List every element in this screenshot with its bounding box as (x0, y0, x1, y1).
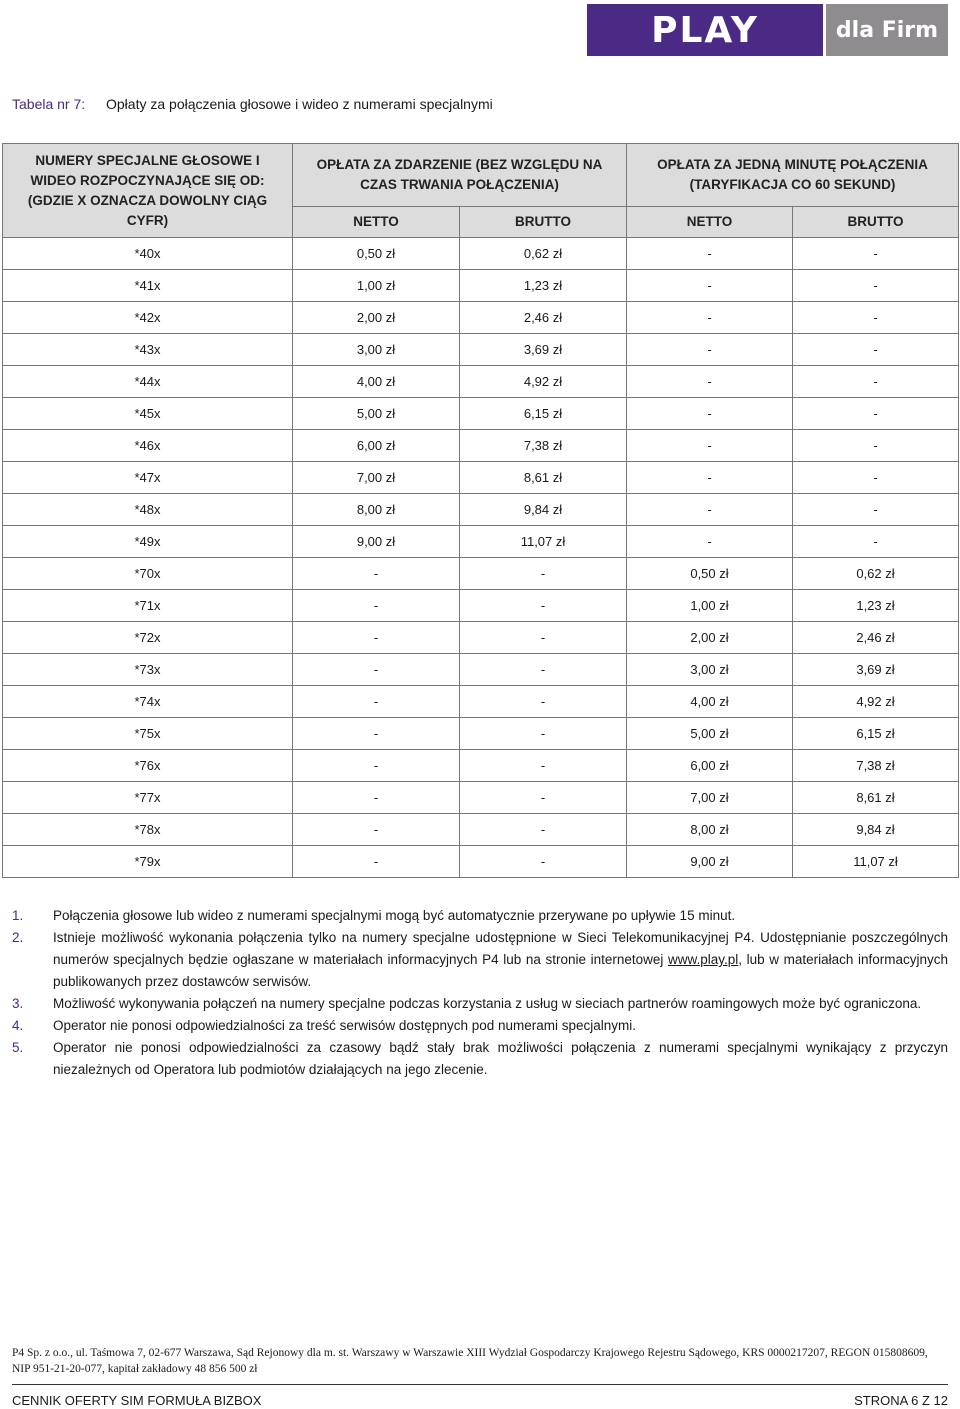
rates-table-body (3, 238, 959, 878)
number-prefix-cell: *42x (3, 302, 293, 334)
event-netto-cell: 6,00 zł (293, 430, 460, 462)
event-brutto-cell: 6,15 zł (460, 398, 627, 430)
event-brutto-cell: 7,38 zł (460, 430, 627, 462)
number-prefix-cell: *44x (3, 366, 293, 398)
number-prefix-cell: *75x (3, 718, 293, 750)
number-prefix-cell: *73x (3, 654, 293, 686)
minute-brutto-cell: - (793, 398, 959, 430)
table-row (3, 814, 959, 846)
header-netto: NETTO (627, 207, 793, 238)
minute-brutto-cell: - (793, 430, 959, 462)
minute-netto-cell: - (627, 366, 793, 398)
table-row (3, 846, 959, 878)
minute-brutto-cell: - (793, 494, 959, 526)
table-row (3, 302, 959, 334)
footnote-text-part: , lub w materiałach informacyjnych publikowanych przez dostawców serwisów. (53, 952, 948, 989)
event-brutto-cell: 9,84 zł (460, 494, 627, 526)
minute-netto-cell: 5,00 zł (627, 718, 793, 750)
event-netto-cell: 4,00 zł (293, 366, 460, 398)
rates-table (2, 143, 959, 878)
minute-netto-cell: 9,00 zł (627, 846, 793, 878)
legal-line: NIP 951-21-20-077, kapitał zakładowy 48 856 500 zł (12, 1363, 258, 1375)
number-prefix-cell: *43x (3, 334, 293, 366)
minute-netto-cell: 7,00 zł (627, 782, 793, 814)
event-brutto-cell: 1,23 zł (460, 270, 627, 302)
event-brutto-cell: - (460, 686, 627, 718)
footnotes (12, 905, 948, 1081)
number-prefix-cell: *48x (3, 494, 293, 526)
table-row (3, 526, 959, 558)
footnote-text: Operator nie ponosi odpowiedzialności za czasowy bądź stały brak możliwości połączenia z numerami specjalnymi wynikający z przyczyn niezależnych od Operatora lub podmiotów działających na jego zlecenie. (53, 1040, 948, 1077)
event-brutto-cell: - (460, 846, 627, 878)
header-per-event-fee: OPŁATA ZA ZDARZENIE (BEZ WZGLĘDU NA CZAS TRWANIA POŁĄCZENIA) (293, 144, 627, 207)
event-netto-cell: - (293, 750, 460, 782)
table-row (3, 334, 959, 366)
minute-brutto-cell: 8,61 zł (793, 782, 959, 814)
minute-brutto-cell: - (793, 302, 959, 334)
minute-brutto-cell: 7,38 zł (793, 750, 959, 782)
minute-netto-cell: - (627, 494, 793, 526)
footnote-text-part: Istnieje możliwość wykonania połączenia tylko na numery specjalne udostępnione w Sieci Telekomunikacyjnej P4. Udostępnianie poszczególnych numerów specjalnych będzie ogłaszane w materiałach informacyjnych P4 lub na stronie internetowej (53, 930, 948, 967)
number-prefix-cell: *45x (3, 398, 293, 430)
table-caption-label: Tabela nr 7: (12, 96, 86, 112)
table-row (3, 238, 959, 270)
event-brutto-cell: 8,61 zł (460, 462, 627, 494)
header-brutto: BRUTTO (460, 207, 627, 238)
number-prefix-cell: *74x (3, 686, 293, 718)
page-number: STRONA 6 Z 12 (854, 1393, 948, 1408)
document-name: CENNIK OFERTY SIM FORMUŁA BIZBOX (12, 1393, 262, 1408)
footnote-number: 1. (12, 908, 24, 923)
minute-brutto-cell: 4,92 zł (793, 686, 959, 718)
header-number-prefix: NUMERY SPECJALNE GŁOSOWE I WIDEO ROZPOCZYNAJĄCE SIĘ OD: (GDZIE X OZNACZA DOWOLNY CIĄG CYFR) (3, 144, 293, 238)
minute-netto-cell: - (627, 526, 793, 558)
event-brutto-cell: 2,46 zł (460, 302, 627, 334)
event-brutto-cell: - (460, 590, 627, 622)
minute-netto-cell: 8,00 zł (627, 814, 793, 846)
footnote-number: 4. (12, 1018, 24, 1033)
footnote-text: Możliwość wykonywania połączeń na numery specjalne podczas korzystania z usług w sieciach partnerów roamingowych może być ograniczona. (53, 996, 922, 1011)
number-prefix-cell: *78x (3, 814, 293, 846)
footnote-text: Połączenia głosowe lub wideo z numerami specjalnymi mogą być automatycznie przerywane po upływie 15 minut. (53, 908, 736, 923)
table-row (3, 622, 959, 654)
event-netto-cell: - (293, 686, 460, 718)
minute-brutto-cell: 0,62 zł (793, 558, 959, 590)
event-netto-cell: - (293, 654, 460, 686)
header-brutto: BRUTTO (793, 207, 959, 238)
table-row (3, 654, 959, 686)
number-prefix-cell: *71x (3, 590, 293, 622)
table-row (3, 590, 959, 622)
minute-brutto-cell: 11,07 zł (793, 846, 959, 878)
table-row (3, 398, 959, 430)
number-prefix-cell: *77x (3, 782, 293, 814)
table-caption-title: Opłaty za połączenia głosowe i wideo z numerami specjalnymi (106, 96, 493, 112)
minute-netto-cell: - (627, 270, 793, 302)
event-brutto-cell: - (460, 782, 627, 814)
footnote (12, 927, 948, 993)
event-netto-cell: 1,00 zł (293, 270, 460, 302)
minute-brutto-cell: 9,84 zł (793, 814, 959, 846)
footnote-number: 3. (12, 996, 24, 1011)
minute-brutto-cell: - (793, 526, 959, 558)
event-brutto-cell: - (460, 622, 627, 654)
footnote (12, 1037, 948, 1081)
number-prefix-cell: *40x (3, 238, 293, 270)
play-website-link[interactable]: www.play.pl (667, 952, 739, 967)
event-netto-cell: 3,00 zł (293, 334, 460, 366)
minute-brutto-cell: 2,46 zł (793, 622, 959, 654)
minute-netto-cell: - (627, 302, 793, 334)
event-netto-cell: 2,00 zł (293, 302, 460, 334)
dla-firm-logo: dla Firm (826, 4, 948, 56)
footnote (12, 1015, 948, 1037)
minute-netto-cell: - (627, 398, 793, 430)
minute-netto-cell: 1,00 zł (627, 590, 793, 622)
table-row (3, 558, 959, 590)
minute-brutto-cell: 6,15 zł (793, 718, 959, 750)
number-prefix-cell: *72x (3, 622, 293, 654)
event-netto-cell: 0,50 zł (293, 238, 460, 270)
table-row (3, 718, 959, 750)
event-netto-cell: - (293, 814, 460, 846)
minute-brutto-cell: - (793, 334, 959, 366)
header-per-minute-fee: OPŁATA ZA JEDNĄ MINUTĘ POŁĄCZENIA (TARYFIKACJA CO 60 SEKUND) (627, 144, 959, 207)
number-prefix-cell: *49x (3, 526, 293, 558)
brand-logo (587, 4, 948, 56)
footnote-text (53, 927, 948, 993)
number-prefix-cell: *41x (3, 270, 293, 302)
number-prefix-cell: *46x (3, 430, 293, 462)
event-netto-cell: 8,00 zł (293, 494, 460, 526)
event-brutto-cell: 4,92 zł (460, 366, 627, 398)
legal-info (12, 1345, 952, 1377)
event-netto-cell: 9,00 zł (293, 526, 460, 558)
table-row (3, 270, 959, 302)
minute-brutto-cell: - (793, 238, 959, 270)
minute-netto-cell: - (627, 238, 793, 270)
minute-brutto-cell: 1,23 zł (793, 590, 959, 622)
event-netto-cell: - (293, 846, 460, 878)
table-row (3, 494, 959, 526)
table-row (3, 430, 959, 462)
minute-netto-cell: 4,00 zł (627, 686, 793, 718)
event-brutto-cell: - (460, 718, 627, 750)
event-netto-cell: - (293, 558, 460, 590)
number-prefix-cell: *70x (3, 558, 293, 590)
minute-brutto-cell: - (793, 270, 959, 302)
event-brutto-cell: - (460, 654, 627, 686)
legal-line: P4 Sp. z o.o., ul. Taśmowa 7, 02-677 Warszawa, Sąd Rejonowy dla m. st. Warszawy w Warszawie XIII Wydział Gospodarczy Krajowego Rejestru Sądowego, KRS 0000217207, REGON 015808609, (12, 1347, 928, 1359)
footnote-number: 5. (12, 1040, 24, 1055)
minute-netto-cell: - (627, 334, 793, 366)
minute-netto-cell: 0,50 zł (627, 558, 793, 590)
event-netto-cell: 7,00 zł (293, 462, 460, 494)
event-brutto-cell: 0,62 zł (460, 238, 627, 270)
event-netto-cell: - (293, 622, 460, 654)
event-netto-cell: - (293, 718, 460, 750)
number-prefix-cell: *47x (3, 462, 293, 494)
footnote (12, 905, 948, 927)
event-netto-cell: 5,00 zł (293, 398, 460, 430)
event-brutto-cell: - (460, 750, 627, 782)
event-brutto-cell: - (460, 814, 627, 846)
event-brutto-cell: 11,07 zł (460, 526, 627, 558)
number-prefix-cell: *76x (3, 750, 293, 782)
table-row (3, 782, 959, 814)
number-prefix-cell: *79x (3, 846, 293, 878)
footnote-text: Operator nie ponosi odpowiedzialności za treść serwisów dostępnych pod numerami specjalnymi. (53, 1018, 637, 1033)
header-netto: NETTO (293, 207, 460, 238)
event-netto-cell: - (293, 590, 460, 622)
play-logo: PLAY (587, 4, 823, 56)
footnote (12, 993, 948, 1015)
table-row (3, 750, 959, 782)
table-row (3, 366, 959, 398)
minute-netto-cell: 2,00 zł (627, 622, 793, 654)
table-row (3, 462, 959, 494)
minute-brutto-cell: 3,69 zł (793, 654, 959, 686)
minute-netto-cell: - (627, 430, 793, 462)
minute-netto-cell: 6,00 zł (627, 750, 793, 782)
minute-brutto-cell: - (793, 366, 959, 398)
minute-brutto-cell: - (793, 462, 959, 494)
event-brutto-cell: 3,69 zł (460, 334, 627, 366)
minute-netto-cell: - (627, 462, 793, 494)
event-brutto-cell: - (460, 558, 627, 590)
event-netto-cell: - (293, 782, 460, 814)
footnote-number: 2. (12, 930, 24, 945)
table-row (3, 686, 959, 718)
footer-divider (12, 1384, 948, 1385)
minute-netto-cell: 3,00 zł (627, 654, 793, 686)
